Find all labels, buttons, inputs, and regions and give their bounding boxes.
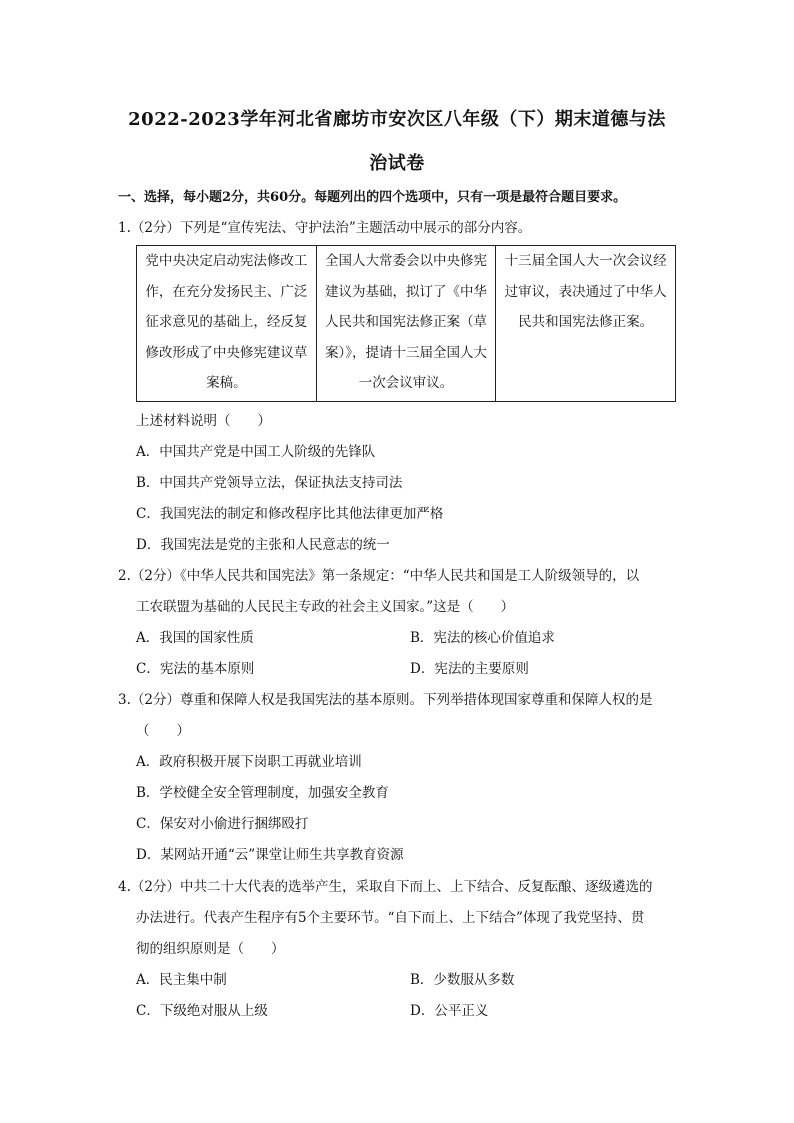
q1-table-cell-2: 全国人大常委会以中央修宪建议为基础，拟订了《中华人民共和国宪法修正案（草案）》，提请十三届全国人大一次会议审议。	[316, 246, 496, 402]
q3-option-c: C．保安对小偷进行捆绑殴打	[136, 816, 309, 832]
q3-stem-line1: 3.（2分）尊重和保障人权是我国宪法的基本原则。下列举措体现国家尊重和保障人权的是	[118, 692, 653, 708]
q3-option-d: D．某网站开通“云”课堂让师生共享教育资源	[136, 847, 404, 863]
q2-option-b: B．宪法的核心价值追求	[410, 630, 555, 646]
q2-option-d: D．宪法的主要原则	[410, 661, 529, 677]
q2-stem-line2: 工农联盟为基础的人民民主专政的社会主义国家。”这是（ ）	[136, 599, 515, 615]
exam-title-line1: 2022-2023学年河北省廊坊市安次区八年级（下）期末道德与法	[128, 109, 666, 130]
q1-table-cell-3: 十三届全国人大一次会议经过审议，表决通过了中华人民共和国宪法修正案。	[496, 246, 676, 402]
q4-option-d: D．公平正义	[410, 1003, 489, 1019]
q4-stem-line1: 4.（2分）中共二十大代表的选举产生，采取自下而上、上下结合、反复酝酿、逐级遴选的	[118, 879, 653, 895]
q1-option-d: D．我国宪法是党的主张和人民意志的统一	[136, 537, 390, 553]
q1-stem: 1.（2分）下列是“宣传宪法、守护法治”主题活动中展示的部分内容。	[118, 220, 532, 236]
q1-prompt: 上述材料说明（ ）	[136, 413, 271, 429]
q4-option-b: B．少数服从多数	[410, 972, 515, 988]
q2-option-a: A．我国的国家性质	[136, 630, 254, 646]
q4-stem-line2: 办法进行。代表产生程序有5个主要环节。“自下而上、上下结合”体现了我党坚持、贯	[136, 910, 645, 926]
q1-option-a: A．中国共产党是中国工人阶级的先锋队	[136, 444, 376, 460]
q1-table-cell-1: 党中央决定启动宪法修改工作，在充分发扬民主、广泛征求意见的基础上，经反复修改形成了中央修宪建议草案稿。	[137, 246, 317, 402]
exam-title-line2: 治试卷	[369, 153, 425, 174]
q1-option-b: B．中国共产党领导立法，保证执法支持司法	[136, 475, 403, 491]
q4-stem-line3: 彻的组织原则是（ ）	[136, 941, 285, 957]
q1-option-c: C．我国宪法的制定和修改程序比其他法律更加严格	[136, 506, 444, 522]
q3-stem-line2: （ ）	[136, 723, 190, 739]
section-heading: 一、选择，每小题2分，共60分。每题列出的四个选项中，只有一项是最符合题目要求。	[118, 190, 627, 205]
q2-stem-line1: 2.（2分）《中华人民共和国宪法》第一条规定：“中华人民共和国是工人阶级领导的，以	[118, 568, 640, 584]
q1-material-table	[136, 245, 676, 402]
q2-option-c: C．宪法的基本原则	[136, 661, 255, 677]
q3-option-a: A．政府积极开展下岗职工再就业培训	[136, 754, 362, 770]
q4-option-a: A．民主集中制	[136, 972, 227, 988]
q3-option-b: B．学校健全安全管理制度，加强安全教育	[136, 785, 389, 801]
q4-option-c: C．下级绝对服从上级	[136, 1003, 268, 1019]
